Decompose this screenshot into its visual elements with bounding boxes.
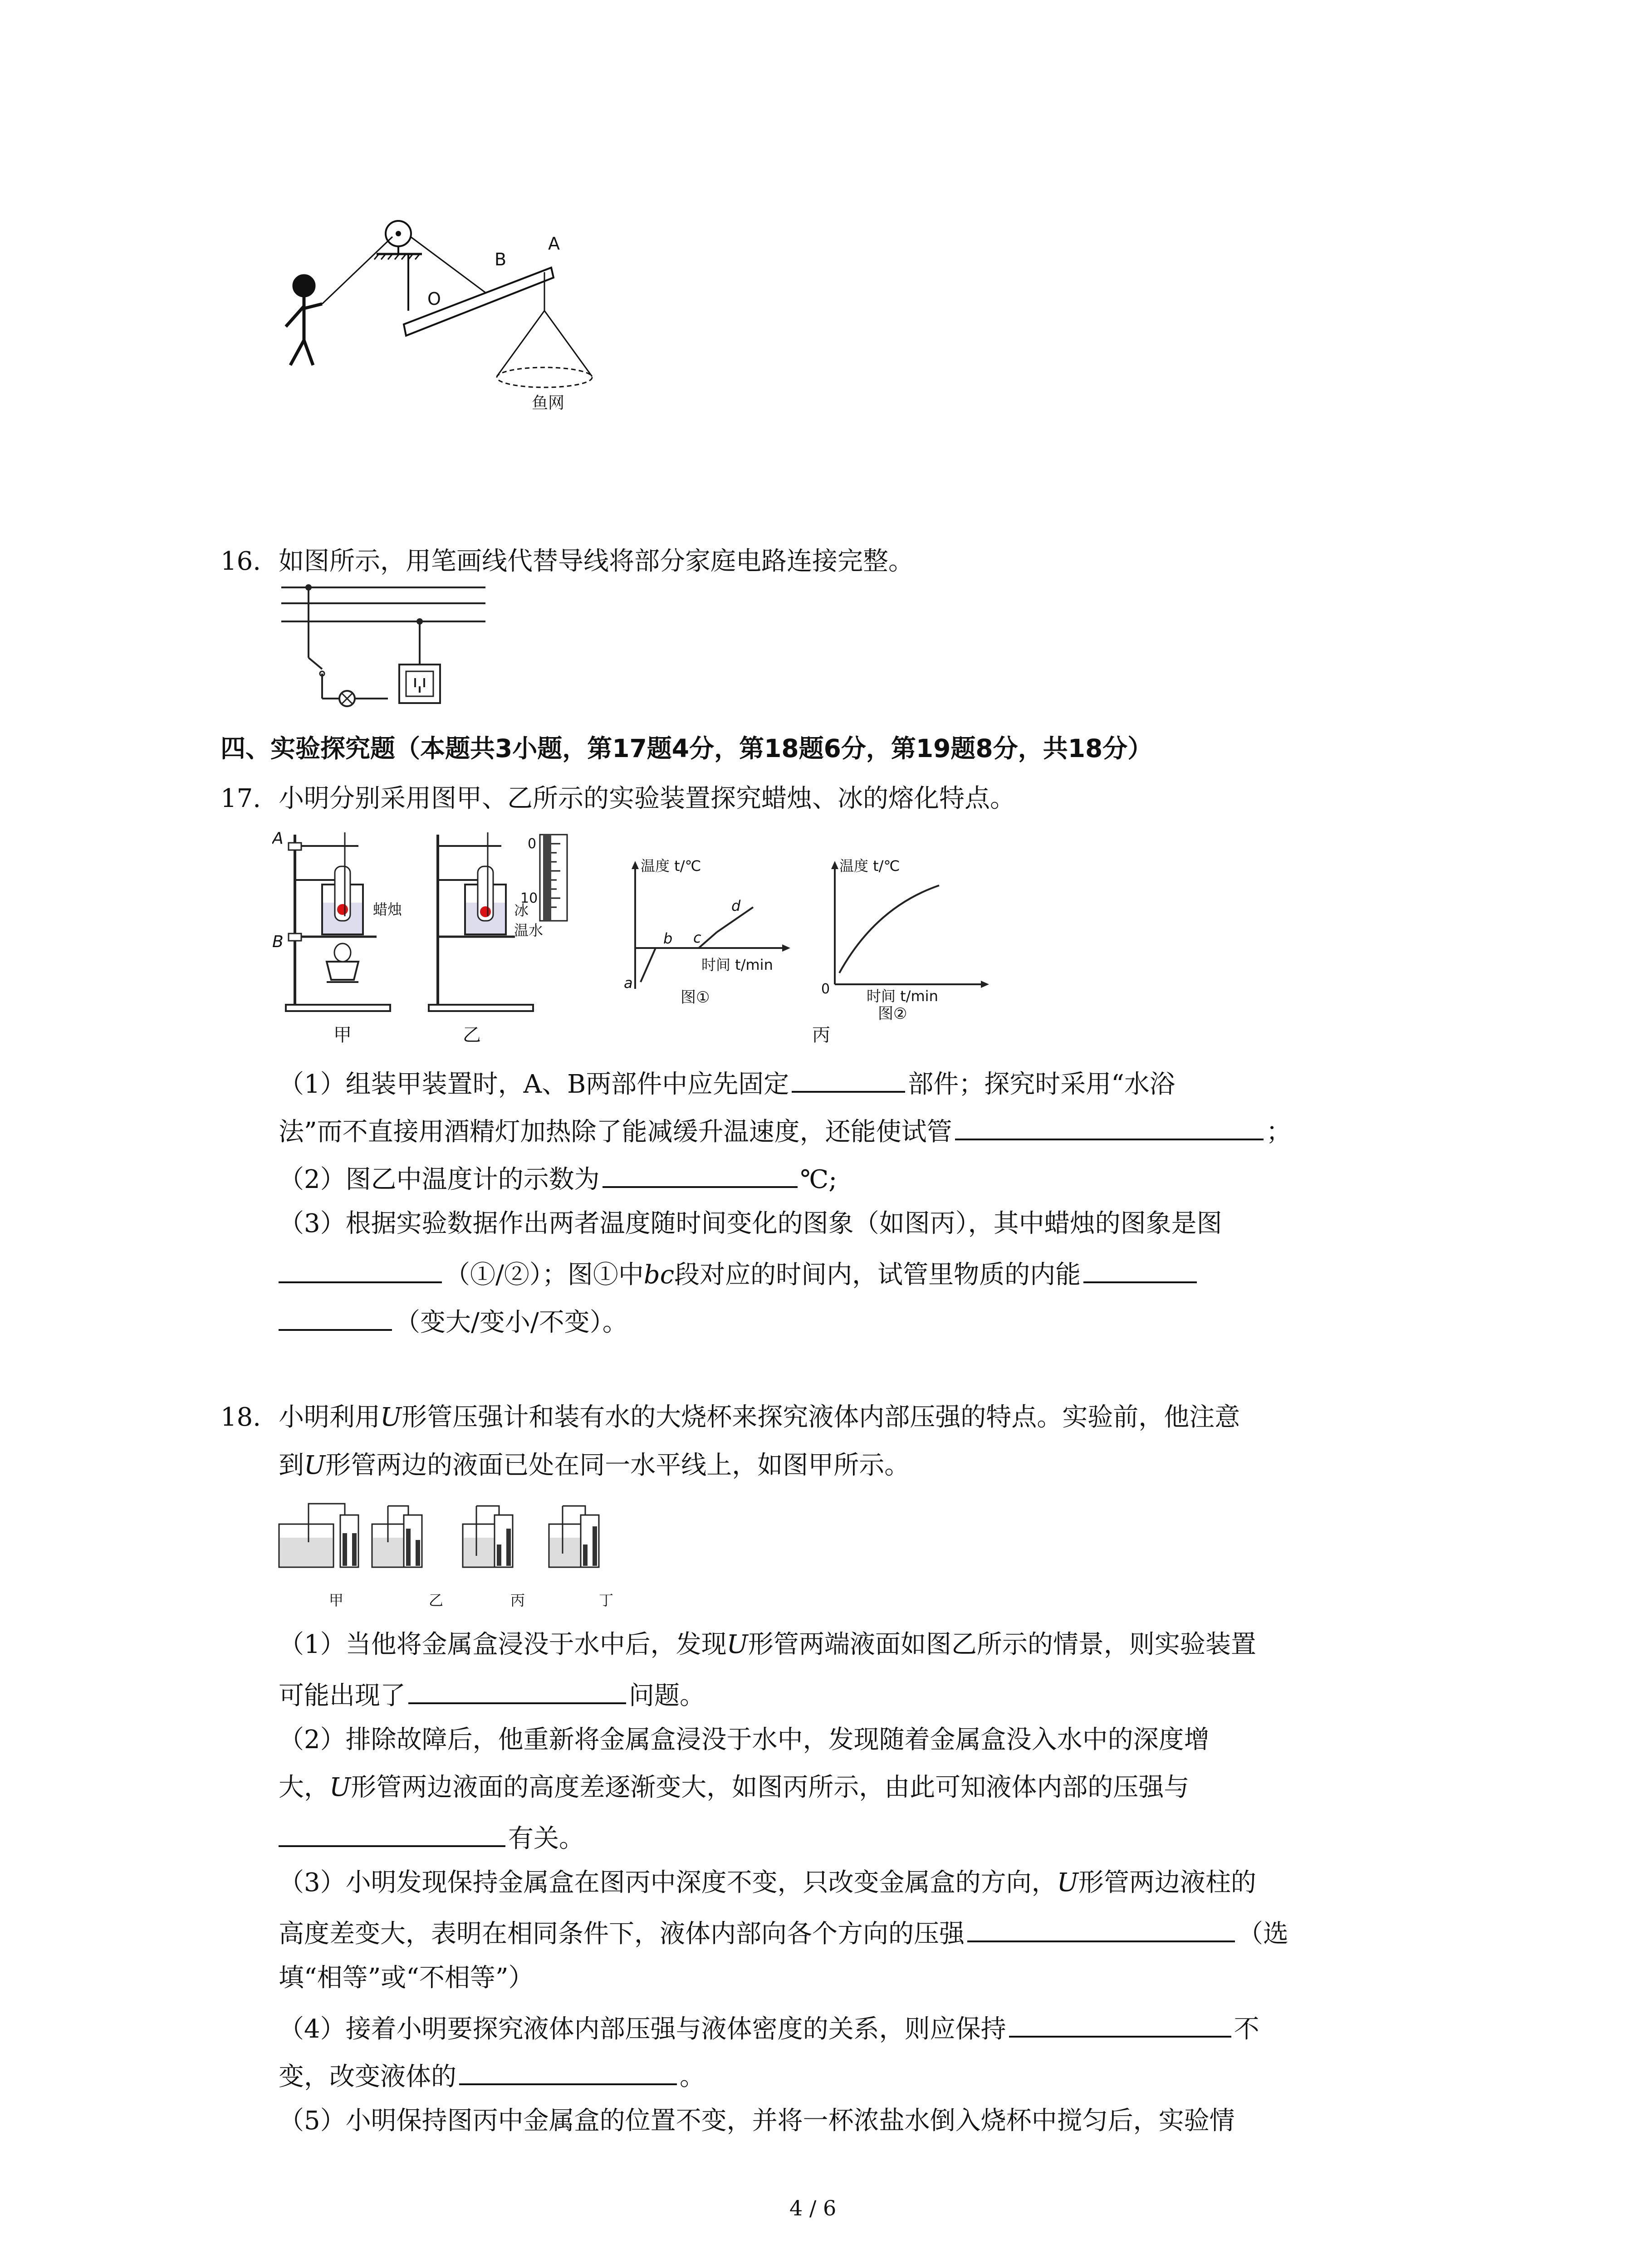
g2-zero: 0 [821, 981, 830, 997]
q18-stem-line2: 到U形管两边的液面已处在同一水平线上，如图甲所示。 [279, 1451, 910, 1480]
q18-p2-line3: 有关。 [279, 1823, 584, 1852]
q18-p3-line2: 高度差变大，表明在相同条件下，液体内部向各个方向的压强 （选 [279, 1918, 1288, 1947]
label-a: A [548, 234, 560, 254]
circuit-figure [272, 578, 490, 714]
label-a: A [272, 829, 284, 848]
warm-water-label: 温水 [514, 922, 544, 939]
thermo-0: 0 [528, 836, 537, 852]
g1-y-label: 温度 t/℃ [641, 857, 701, 875]
candle-label: 蜡烛 [373, 901, 402, 918]
cap-yi: 乙 [463, 1025, 481, 1046]
label-b: B [495, 249, 507, 269]
g1-a: a [624, 974, 633, 992]
q18-p3-line1: （3）小明发现保持金属盒在图丙中深度不变，只改变金属盒的方向，U形管两边液柱的 [279, 1868, 1256, 1897]
q18-p4-line1: （4）接着小明要探究液体内部压强与液体密度的关系，则应保持 不 [279, 2013, 1259, 2042]
q18-stem-line1: 小明利用U形管压强计和装有水的大烧杯来探究液体内部压强的特点。实验前，他注意 [279, 1403, 1240, 1432]
label-b: B [272, 933, 284, 951]
g1-caption: 图① [681, 988, 710, 1007]
apparatus-yi [424, 826, 597, 1016]
q18-p2-line1: （2）排除故障后，他重新将金属盒浸没于水中，发现随着金属盒没入水中的深度增 [279, 1725, 1210, 1755]
q18-p3-line3: 填“相等”或“不相等”） [279, 1963, 534, 1993]
cap-bing: 丙 [812, 1025, 830, 1046]
q17-p1-line2: 法”而不直接用酒精灯加热除了能减缓升温速度，还能使试管 ； [279, 1116, 1292, 1145]
cap-18-bing: 丙 [510, 1592, 525, 1609]
apparatus-jia [272, 826, 404, 1016]
q18-p4-line2: 变，改变液体的 。 [279, 2061, 705, 2090]
g2-caption: 图② [878, 1005, 907, 1023]
cap-18-jia: 甲 [329, 1592, 344, 1609]
q18-p2-line2: 大，U形管两边液面的高度差逐渐变大，如图丙所示，由此可知液体内部的压强与 [279, 1773, 1190, 1802]
g1-c: c [693, 929, 701, 946]
graph-1 [612, 853, 794, 1007]
u-tube-figures [277, 1497, 649, 1574]
g2-y-label: 温度 t/℃ [839, 857, 900, 875]
q17-stem: 小明分别采用图甲、乙所示的实验装置探究蜡烛、冰的熔化特点。 [279, 784, 1015, 813]
cap-jia: 甲 [333, 1025, 352, 1046]
cap-18-ding: 丁 [599, 1592, 614, 1609]
net-label: 鱼网 [532, 394, 565, 412]
q16-number: 16. [220, 547, 261, 576]
q18-p1-line1: （1）当他将金属盒浸没于水中后，发现U形管两端液面如图乙所示的情景，则实验装置 [279, 1630, 1256, 1659]
label-o: O [427, 289, 441, 309]
lever-figure [254, 209, 644, 417]
q18-p1-line2: 可能出现了 问题。 [279, 1680, 705, 1709]
g2-x-label: 时间 t/min [867, 987, 938, 1005]
ice-label: 冰 [514, 902, 529, 919]
q16-text: 如图所示，用笔画线代替导线将部分家庭电路连接完整。 [279, 547, 914, 576]
q17-p2: （2）图乙中温度计的示数为 ℃; [279, 1163, 837, 1193]
g1-d: d [731, 897, 741, 914]
q17-p3-line1: （3）根据实验数据作出两者温度随时间变化的图象（如图丙），其中蜡烛的图象是图 [279, 1209, 1222, 1238]
page-number: 4 / 6 [789, 2196, 837, 2220]
q18-number: 18. [220, 1403, 261, 1432]
section-4-heading: 四、实验探究题（本题共3小题，第17题4分，第18题6分，第19题8分，共18分） [220, 734, 1153, 763]
cap-18-yi: 乙 [429, 1592, 444, 1609]
q17-p1-line1: （1）组装甲装置时，A、B两部件中应先固定 部件；探究时采用“水浴 [279, 1068, 1175, 1097]
q18-p5: （5）小明保持图丙中金属盒的位置不变，并将一杯浓盐水倒入烧杯中搅匀后，实验情 [279, 2106, 1235, 2136]
q17-p3-line3: （变大/变小/不变）。 [279, 1306, 628, 1335]
q17-number: 17. [220, 784, 261, 813]
graph-2 [812, 853, 994, 1007]
g1-x-label: 时间 t/min [701, 956, 773, 973]
q17-p3-line2: （①/②）；图①中bc段对应的时间内，试管里物质的内能 [279, 1259, 1200, 1288]
g1-b: b [663, 930, 673, 947]
thermo-10: 10 [520, 890, 538, 906]
